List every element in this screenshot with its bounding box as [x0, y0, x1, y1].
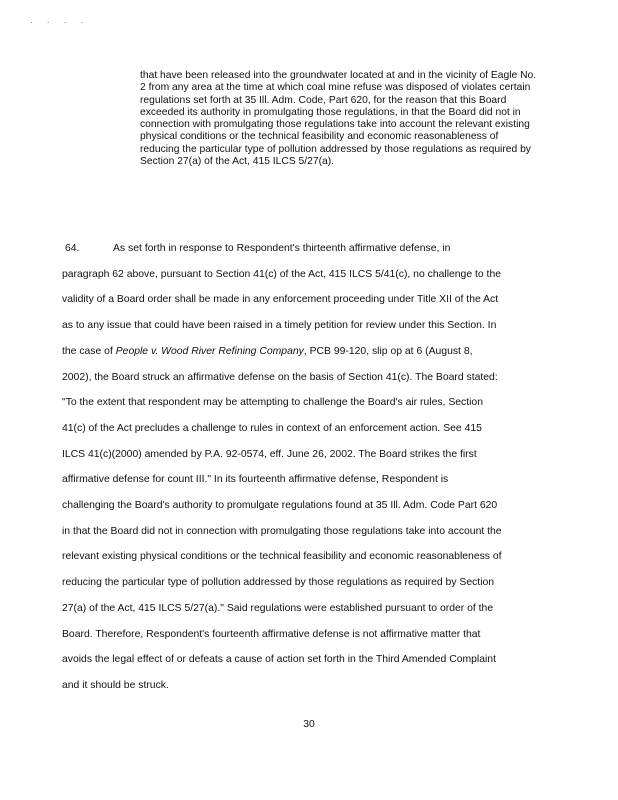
paragraph-line-13: relevant existing physical conditions or the technical feasibility and economic reasonableness of	[62, 551, 502, 563]
paragraph-line-15: 27(a) of the Act, 415 ILCS 5/27(a)." Said regulations were established pursuant to order of the	[62, 602, 494, 614]
paragraph-line-9: ILCS 41(c)(2000) amended by P.A. 92-0574, eff. June 26, 2002. The Board strikes the first	[62, 448, 477, 460]
paragraph-line-7: "To the extent that respondent may be attempting to challenge the Board's air rules, Section	[62, 397, 483, 409]
paragraph-line-8: 41(c) of the Act precludes a challenge to rules in context of an enforcement action. See 415	[62, 422, 482, 434]
paragraph-64	[62, 236, 544, 699]
paragraph-line-14: reducing the particular type of pollution addressed by those regulations as required by Section	[62, 577, 495, 589]
case-prefix: the case of	[62, 345, 116, 357]
paragraph-line-5	[62, 339, 544, 365]
scan-header-marks: · · · ·	[30, 18, 90, 27]
paragraph-line-3: validity of a Board order shall be made in any enforcement proceeding under Title XII of the Act	[62, 294, 499, 306]
paragraph-number: 64.	[65, 243, 80, 254]
paragraph-line-6: 2002), the Board struck an affirmative defense on the basis of Section 41(c). The Board stated:	[62, 371, 498, 383]
paragraph-line-17: avoids the legal effect of or defeats a cause of action set forth in the Third Amended Complaint	[62, 654, 496, 666]
paragraph-line-text: As set forth in response to Respondent's thirteenth affirmative defense, in	[113, 243, 451, 254]
paragraph-line-11: challenging the Board's authority to promulgate regulations found at 35 Ill. Adm. Code Part 620	[62, 500, 498, 512]
page-number: 30	[303, 719, 315, 730]
block-quote: that have been released into the groundwater located at and in the vicinity of Eagle No. 2 from any area at the time at which coal mine refuse was disposed of violates certain regulations set forth at 35 Ill. Adm. Code, Part 620, for the reason that this Board exceeded its authority in promulgating those regulations, in that the Board did not in connection with promulgating those regulations take into account the relevant existing physical conditions or the technical feasibility and economic reasonableness of reducing the particular type of pollution addressed by those regulations as required by Section 27(a) of the Act, 415 ILCS 5/27(a).	[140, 70, 537, 168]
paragraph-line-4: as to any issue that could have been raised in a timely petition for review under this Section. In	[62, 320, 497, 332]
case-name: People v. Wood River Refining Company	[115, 345, 304, 357]
paragraph-line-10: affirmative defense for count III." In its fourteenth affirmative defense, Respondent is	[62, 474, 449, 486]
paragraph-line-12: in that the Board did not in connection with promulgating those regulations take into account the	[62, 525, 502, 537]
paragraph-line-18: and it should be struck.	[62, 679, 169, 691]
paragraph-line-1	[62, 236, 544, 262]
case-suffix: , PCB 99-120, slip op at 6 (August 8,	[303, 345, 473, 357]
paragraph-line-16: Board. Therefore, Respondent's fourteenth affirmative defense is not affirmative matter that	[62, 628, 481, 640]
paragraph-line-2: paragraph 62 above, pursuant to Section 41(c) of the Act, 415 ILCS 5/41(c), no challenge to the	[62, 268, 501, 280]
